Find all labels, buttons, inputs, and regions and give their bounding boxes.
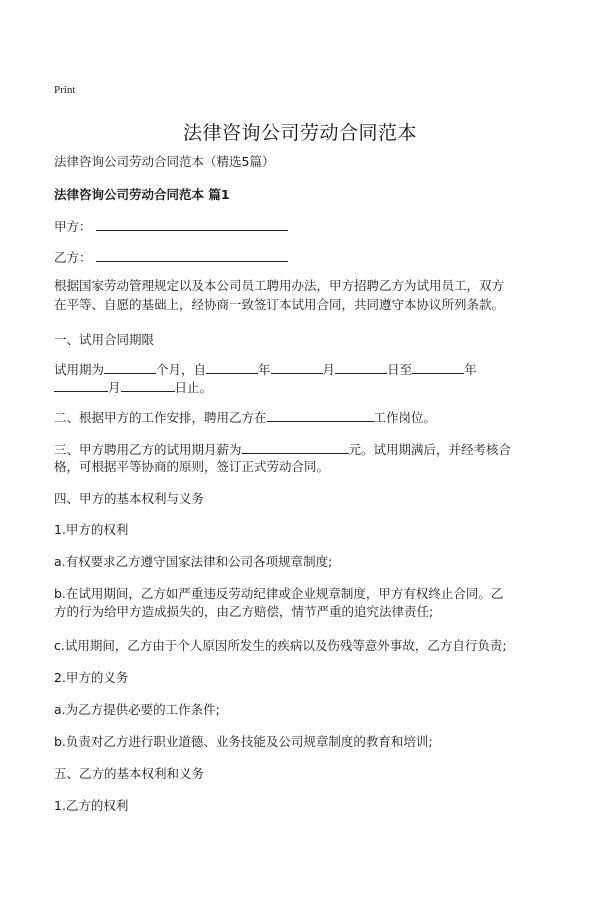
salary-blank	[242, 440, 349, 454]
party-b-row	[54, 248, 288, 267]
months-blank	[104, 360, 156, 374]
clause-3-line-2: 格，可根据平等协商的原则，签订正式劳动合同。	[54, 459, 330, 474]
start-month-blank	[271, 360, 323, 374]
clause-1-heading: 一、试用合同期限	[54, 332, 155, 347]
clause-1-text: 月	[108, 380, 121, 395]
end-day-blank	[121, 378, 175, 392]
clause-1-text: 日至	[387, 362, 413, 377]
party-a-right-a: a.有权要求乙方遵守国家法律和公司各项规章制度;	[54, 554, 333, 569]
document-title: 法律咨询公司劳动合同范本	[182, 122, 417, 144]
party-a-duty-b: b.负责对乙方进行职业道德、业务技能及公司规章制度的教育和培训;	[54, 734, 433, 749]
start-year-blank	[206, 360, 258, 374]
print-label: Print	[54, 84, 76, 96]
intro-line-2: 在平等、自愿的基础上，经协商一致签订本试用合同，共同遵守本协议所列条款。	[54, 297, 505, 312]
clause-1-text: 月	[322, 362, 336, 377]
party-a-duty-a: a.为乙方提供必要的工作条件;	[54, 702, 220, 717]
document-subtitle: 法律咨询公司劳动合同范本（精选5篇）	[54, 154, 275, 169]
party-a-blank	[96, 217, 288, 231]
party-a-rights-heading: 1.甲方的权利	[54, 522, 129, 537]
clause-5-heading: 五、乙方的基本权利和义务	[54, 766, 205, 781]
party-a-label: 甲方：	[54, 219, 92, 234]
party-b-blank	[96, 248, 288, 262]
party-a-duties-heading: 2.甲方的义务	[54, 670, 129, 685]
end-year-blank	[412, 360, 464, 374]
clause-1-text: 个月，自	[156, 362, 207, 377]
intro-line-1: 根据国家劳动管理规定以及本公司员工聘用办法，甲方招聘乙方为试用员工，双方	[54, 278, 505, 293]
section-heading: 法律咨询公司劳动合同范本 篇1	[54, 187, 230, 202]
position-blank	[267, 408, 374, 422]
party-a-right-b-line-1: b.在试用期间，乙方如严重违反劳动纪律或企业规章制度，甲方有权终止合同。乙	[54, 586, 504, 601]
clause-1-line-1	[54, 360, 477, 379]
clause-1-text: 日止。	[174, 380, 213, 395]
clause-1-text: 试用期为	[54, 362, 105, 377]
party-b-rights-heading: 1.乙方的权利	[54, 798, 129, 813]
clause-1-line-2	[54, 378, 212, 397]
clause-4-heading: 四、甲方的基本权利与义务	[54, 491, 205, 506]
end-month-blank	[54, 378, 108, 392]
clause-1-text: 年	[258, 362, 271, 377]
clause-1-text: 年	[464, 362, 477, 377]
clause-2-text: 二、根据甲方的工作安排，聘用乙方在	[54, 410, 267, 425]
clause-2-text: 工作岗位。	[373, 410, 437, 425]
party-a-row	[54, 217, 288, 236]
clause-3-line-1	[54, 440, 511, 459]
party-a-right-b-line-2: 方的行为给甲方造成损失的，由乙方赔偿，情节严重的追究法律责任;	[54, 604, 434, 619]
clause-3-text: 元。试用期满后，并经考核合	[348, 442, 512, 457]
party-b-label: 乙方：	[54, 250, 92, 265]
party-a-right-c: c.试用期间，乙方由于个人原因所发生的疾病以及伤残等意外事故，乙方自行负责;	[54, 638, 507, 653]
clause-2	[54, 408, 436, 427]
start-day-blank	[335, 360, 387, 374]
clause-3-text: 三、甲方聘用乙方的试用期月薪为	[54, 442, 242, 457]
